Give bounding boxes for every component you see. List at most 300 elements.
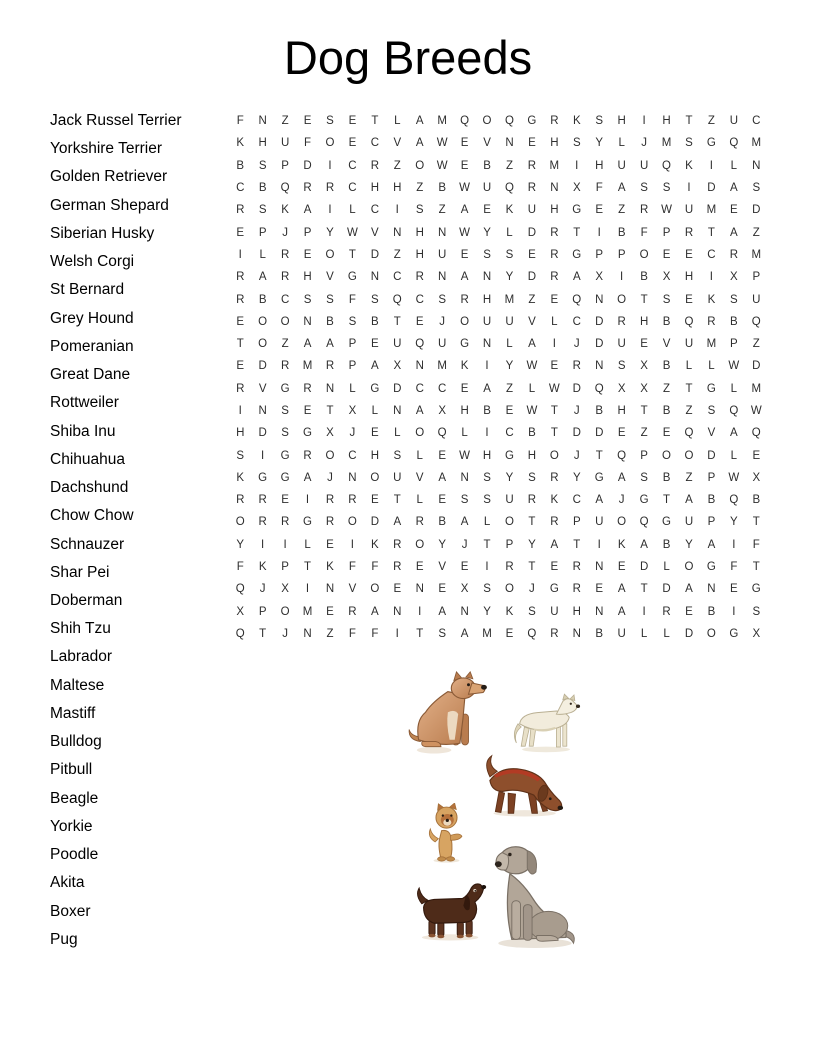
- grid-letter: E: [550, 360, 559, 373]
- grid-letter: F: [304, 137, 312, 150]
- grid-letter: E: [505, 627, 514, 640]
- grid-letter: E: [371, 494, 379, 507]
- grid-letter: C: [348, 182, 357, 195]
- grid-letter: B: [640, 271, 648, 284]
- grid-letter: X: [460, 583, 469, 596]
- grid-letter: J: [259, 583, 266, 596]
- grid-letter: Y: [505, 471, 514, 484]
- grid-letter: R: [639, 204, 649, 217]
- grid-letter: U: [482, 315, 492, 328]
- grid-letter: I: [283, 538, 287, 551]
- grid-letter: S: [326, 115, 334, 128]
- grid-letter: R: [280, 516, 290, 529]
- word-list-item: Pitbull: [50, 761, 93, 779]
- grid-letter: N: [460, 471, 469, 484]
- grid-letter: S: [258, 159, 267, 172]
- grid-letter: A: [371, 360, 379, 373]
- grid-letter: L: [371, 405, 379, 417]
- grid-letter: W: [436, 159, 448, 172]
- grid-letter: X: [393, 360, 402, 373]
- grid-letter: R: [236, 271, 245, 284]
- grid-letter: F: [236, 561, 244, 574]
- grid-letter: A: [460, 516, 469, 529]
- grid-letter: E: [685, 293, 693, 306]
- grid-letter: T: [550, 427, 558, 440]
- grid-letter: B: [662, 360, 671, 373]
- word-list-item: Boxer: [50, 902, 91, 920]
- grid-letter: U: [639, 159, 649, 172]
- grid-letter: C: [505, 427, 514, 440]
- grid-letter: D: [595, 427, 604, 440]
- grid-letter: P: [348, 338, 357, 351]
- grid-letter: U: [729, 115, 738, 128]
- grid-letter: A: [415, 137, 424, 150]
- grid-letter: X: [617, 382, 626, 395]
- word-list-item: Siberian Husky: [50, 224, 155, 242]
- grid-letter: T: [348, 248, 356, 261]
- grid-letter: M: [751, 382, 762, 395]
- grid-letter: B: [326, 315, 334, 328]
- grid-letter: O: [370, 583, 380, 596]
- grid-letter: W: [346, 226, 358, 239]
- grid-letter: C: [348, 159, 357, 172]
- grid-letter: A: [460, 271, 469, 284]
- grid-letter: X: [281, 583, 289, 596]
- grid-letter: S: [662, 293, 671, 306]
- grid-letter: U: [595, 516, 604, 529]
- grid-letter: L: [730, 449, 738, 462]
- grid-letter: G: [527, 115, 537, 128]
- grid-letter: E: [662, 427, 671, 440]
- grid-letter: R: [393, 561, 402, 574]
- grid-letter: I: [575, 159, 579, 172]
- grid-letter: S: [685, 137, 693, 150]
- grid-letter: P: [707, 516, 716, 529]
- grid-letter: Q: [729, 405, 739, 417]
- grid-letter: Y: [483, 226, 491, 239]
- grid-letter: N: [707, 583, 716, 596]
- grid-letter: G: [258, 471, 268, 484]
- grid-letter: S: [752, 182, 761, 195]
- grid-letter: H: [370, 449, 379, 462]
- grid-letter: M: [504, 293, 515, 306]
- grid-letter: E: [752, 449, 761, 462]
- grid-letter: G: [572, 248, 582, 261]
- grid-letter: E: [348, 137, 357, 150]
- grid-letter: Z: [505, 159, 513, 172]
- grid-letter: E: [662, 248, 671, 261]
- grid-letter: H: [415, 226, 424, 239]
- grid-letter: Q: [729, 494, 739, 507]
- grid-letter: E: [685, 605, 693, 618]
- grid-letter: O: [258, 338, 268, 351]
- grid-letter: R: [527, 494, 537, 507]
- grid-letter: C: [415, 293, 424, 306]
- grid-letter: E: [595, 583, 604, 596]
- grid-letter: B: [707, 605, 716, 618]
- grid-letter: I: [328, 159, 332, 172]
- grey-dog-sitting-illustration: [490, 841, 578, 949]
- grid-letter: S: [258, 204, 267, 217]
- grid-letter: R: [303, 382, 312, 395]
- word-list-item: Pug: [50, 930, 78, 948]
- grid-letter: R: [393, 538, 402, 551]
- grid-letter: E: [236, 226, 245, 239]
- grid-letter: E: [326, 538, 334, 551]
- grid-letter: S: [595, 115, 604, 128]
- grid-letter: R: [280, 360, 290, 373]
- grid-letter: X: [236, 605, 245, 618]
- grid-letter: D: [752, 360, 761, 373]
- grid-letter: L: [506, 226, 513, 239]
- grid-letter: C: [236, 182, 245, 195]
- grid-letter: M: [549, 159, 560, 172]
- grid-letter: T: [236, 338, 244, 351]
- grid-letter: V: [483, 137, 491, 150]
- grid-letter: X: [752, 471, 761, 484]
- grid-letter: E: [371, 427, 379, 440]
- grid-letter: A: [707, 538, 716, 551]
- grid-letter: U: [393, 471, 402, 484]
- letter-grid: [229, 110, 768, 645]
- grid-letter: Q: [662, 159, 671, 172]
- grid-letter: R: [729, 248, 738, 261]
- grid-letter: G: [347, 271, 357, 284]
- grid-letter: O: [415, 427, 425, 440]
- grid-letter: H: [482, 293, 492, 306]
- grid-letter: A: [617, 471, 626, 484]
- grid-letter: N: [572, 627, 581, 640]
- grid-letter: G: [504, 449, 514, 462]
- grid-letter: D: [303, 159, 312, 172]
- grid-letter: N: [393, 405, 402, 417]
- grid-letter: P: [640, 449, 648, 462]
- grid-letter: E: [303, 248, 312, 261]
- grid-letter: W: [728, 471, 740, 484]
- grid-letter: D: [595, 315, 604, 328]
- grid-letter: N: [550, 182, 559, 195]
- grid-letter: W: [548, 382, 560, 395]
- grid-letter: P: [258, 226, 267, 239]
- grid-letter: T: [640, 583, 648, 596]
- grid-letter: S: [415, 204, 424, 217]
- grid-letter: R: [572, 561, 581, 574]
- grid-letter: W: [661, 204, 672, 217]
- grid-letter: T: [663, 494, 671, 507]
- grid-letter: M: [751, 248, 762, 261]
- grid-letter: W: [728, 360, 740, 373]
- grid-letter: I: [552, 338, 556, 351]
- grid-letter: I: [642, 605, 646, 618]
- grid-letter: J: [573, 338, 580, 351]
- grid-letter: T: [416, 627, 424, 640]
- grid-letter: H: [303, 271, 312, 284]
- grid-letter: Z: [438, 204, 446, 217]
- word-list-item: Grey Hound: [50, 309, 134, 327]
- grid-letter: Q: [415, 338, 425, 351]
- grid-letter: S: [662, 182, 671, 195]
- grid-letter: T: [371, 115, 379, 128]
- grid-letter: C: [707, 248, 716, 261]
- grid-letter: A: [326, 338, 334, 351]
- grid-letter: P: [595, 248, 604, 261]
- grid-letter: R: [550, 115, 559, 128]
- grid-letter: I: [597, 538, 601, 551]
- grid-letter: A: [685, 494, 693, 507]
- grid-letter: F: [236, 115, 244, 128]
- grid-letter: A: [550, 538, 559, 551]
- grid-letter: C: [752, 115, 761, 128]
- grid-letter: R: [303, 182, 312, 195]
- grid-letter: Z: [640, 427, 648, 440]
- grid-letter: A: [483, 382, 491, 395]
- word-list-item: Chihuahua: [50, 450, 125, 468]
- grid-letter: E: [438, 494, 446, 507]
- grid-letter: M: [482, 627, 492, 640]
- grid-letter: G: [280, 382, 290, 395]
- grid-letter: R: [550, 627, 559, 640]
- grid-letter: Y: [236, 538, 245, 551]
- grid-letter: P: [730, 338, 738, 351]
- grid-letter: P: [281, 561, 289, 574]
- grid-letter: A: [617, 182, 626, 195]
- grid-letter: V: [393, 137, 402, 150]
- word-list-item: Shiba Inu: [50, 422, 116, 440]
- grid-letter: D: [258, 427, 267, 440]
- grid-letter: H: [415, 248, 424, 261]
- grid-letter: O: [370, 471, 380, 484]
- grid-letter: B: [730, 315, 738, 328]
- grid-letter: S: [393, 449, 402, 462]
- grid-letter: E: [303, 115, 312, 128]
- grid-letter: Q: [684, 427, 694, 440]
- grid-letter: Y: [326, 226, 334, 239]
- grid-letter: F: [348, 293, 356, 306]
- grid-letter: Y: [528, 538, 536, 551]
- grid-letter: R: [236, 204, 245, 217]
- grid-letter: T: [528, 516, 536, 529]
- grid-letter: R: [572, 583, 581, 596]
- grid-letter: Z: [618, 204, 626, 217]
- grid-letter: O: [639, 248, 649, 261]
- grid-letter: C: [438, 382, 447, 395]
- grid-letter: L: [461, 427, 468, 440]
- grid-letter: R: [684, 226, 694, 239]
- grid-letter: O: [684, 561, 694, 574]
- grid-letter: E: [460, 561, 469, 574]
- grid-letter: J: [282, 627, 288, 640]
- grid-letter: P: [572, 516, 581, 529]
- grid-letter: X: [348, 405, 357, 417]
- grid-letter: T: [573, 538, 581, 551]
- grid-letter: T: [326, 405, 334, 417]
- grid-letter: H: [550, 204, 559, 217]
- grid-letter: E: [438, 583, 446, 596]
- grid-letter: P: [348, 360, 357, 373]
- grid-letter: I: [620, 271, 624, 284]
- dachshund-standing-illustration: [413, 878, 489, 942]
- grid-letter: E: [348, 115, 357, 128]
- grid-letter: A: [460, 204, 469, 217]
- grid-letter: Z: [393, 159, 401, 172]
- grid-letter: Q: [437, 427, 447, 440]
- grid-letter: Y: [730, 516, 738, 529]
- grid-letter: D: [752, 204, 761, 217]
- grid-letter: I: [709, 159, 713, 172]
- grid-letter: B: [662, 538, 671, 551]
- word-list-item: Pomeranian: [50, 337, 134, 355]
- grid-letter: T: [640, 293, 648, 306]
- grid-letter: D: [393, 382, 402, 395]
- grid-letter: U: [393, 338, 402, 351]
- grid-letter: D: [258, 360, 267, 373]
- grid-letter: T: [483, 538, 491, 551]
- grid-letter: Z: [281, 338, 289, 351]
- grid-letter: E: [730, 583, 738, 596]
- grid-letter: A: [393, 516, 402, 529]
- grid-letter: D: [527, 271, 537, 284]
- grid-letter: B: [662, 405, 671, 417]
- grid-letter: K: [460, 360, 469, 373]
- grid-letter: B: [438, 182, 446, 195]
- grid-letter: D: [370, 248, 379, 261]
- grid-letter: R: [236, 293, 245, 306]
- grid-letter: E: [617, 561, 626, 574]
- grid-letter: Z: [663, 382, 671, 395]
- grid-letter: R: [348, 605, 357, 618]
- grid-letter: L: [663, 627, 670, 640]
- grid-letter: R: [370, 159, 379, 172]
- grid-letter: C: [370, 137, 379, 150]
- grid-letter: S: [348, 315, 357, 328]
- grid-letter: B: [438, 516, 446, 529]
- grid-letter: X: [752, 627, 761, 640]
- grid-letter: S: [460, 494, 469, 507]
- grid-letter: S: [483, 248, 491, 261]
- grid-letter: P: [752, 271, 761, 284]
- grid-letter: T: [393, 494, 401, 507]
- grid-letter: V: [326, 271, 334, 284]
- grid-letter: P: [707, 471, 716, 484]
- grid-letter: A: [595, 494, 604, 507]
- grid-letter: R: [505, 561, 514, 574]
- grid-letter: P: [258, 605, 267, 618]
- word-list-item: Welsh Corgi: [50, 253, 135, 271]
- grid-letter: O: [347, 516, 357, 529]
- grid-letter: W: [526, 405, 538, 417]
- grid-letter: L: [349, 204, 356, 217]
- word-list-item: Maltese: [50, 676, 105, 694]
- word-list-item: German Shepard: [50, 196, 169, 214]
- grid-letter: D: [707, 449, 716, 462]
- grid-letter: L: [685, 360, 693, 373]
- grid-letter: A: [303, 471, 312, 484]
- grid-letter: Z: [505, 382, 513, 395]
- grid-letter: L: [708, 360, 715, 373]
- grid-letter: G: [303, 516, 312, 529]
- grid-letter: U: [280, 137, 290, 150]
- grid-letter: F: [371, 561, 379, 574]
- word-list-item: Labrador: [50, 648, 113, 666]
- grid-letter: U: [482, 182, 492, 195]
- grid-letter: R: [280, 271, 290, 284]
- grid-letter: R: [258, 516, 267, 529]
- grid-letter: I: [485, 427, 489, 440]
- grid-letter: Z: [685, 405, 693, 417]
- hound-sniffing-illustration: [476, 753, 566, 817]
- grid-letter: B: [595, 627, 604, 640]
- grid-letter: E: [460, 248, 469, 261]
- grid-letter: T: [528, 561, 536, 574]
- grid-letter: K: [236, 137, 245, 150]
- grid-letter: K: [326, 561, 334, 574]
- grid-letter: D: [662, 583, 671, 596]
- grid-letter: B: [662, 471, 671, 484]
- word-list: [50, 107, 182, 954]
- grid-letter: Z: [707, 115, 715, 128]
- grid-letter: E: [236, 360, 245, 373]
- grid-letter: N: [393, 605, 402, 618]
- grid-letter: E: [415, 561, 424, 574]
- grid-letter: G: [572, 204, 582, 217]
- grid-letter: B: [258, 293, 267, 306]
- grid-letter: N: [595, 561, 604, 574]
- grid-letter: O: [325, 449, 335, 462]
- great-dane-sitting-illustration: [406, 671, 488, 757]
- grid-letter: S: [528, 605, 536, 618]
- grid-letter: H: [370, 182, 379, 195]
- grid-letter: E: [483, 204, 491, 217]
- grid-letter: C: [348, 449, 357, 462]
- grid-letter: X: [730, 271, 738, 284]
- grid-letter: S: [438, 293, 446, 306]
- grid-letter: L: [730, 382, 738, 395]
- grid-letter: H: [550, 137, 559, 150]
- grid-letter: A: [258, 271, 267, 284]
- grid-letter: S: [303, 293, 312, 306]
- grid-letter: J: [618, 494, 625, 507]
- grid-letter: R: [527, 182, 537, 195]
- grid-letter: B: [707, 494, 716, 507]
- grid-letter: E: [303, 405, 312, 417]
- grid-letter: A: [460, 627, 469, 640]
- grid-letter: P: [617, 248, 626, 261]
- grid-letter: O: [415, 159, 425, 172]
- word-list-item: Jack Russel Terrier: [50, 112, 182, 129]
- grid-letter: H: [595, 159, 604, 172]
- grid-letter: Z: [685, 471, 693, 484]
- grid-letter: W: [459, 226, 471, 239]
- grid-letter: T: [752, 561, 760, 574]
- grid-letter: S: [640, 471, 648, 484]
- grid-letter: N: [438, 271, 447, 284]
- grid-letter: J: [282, 226, 288, 239]
- grid-letter: I: [261, 449, 265, 462]
- grid-letter: Q: [527, 627, 537, 640]
- grid-letter: F: [730, 561, 738, 574]
- grid-letter: R: [415, 271, 424, 284]
- grid-letter: U: [684, 338, 694, 351]
- grid-letter: E: [595, 204, 604, 217]
- word-list-item: Shar Pei: [50, 563, 110, 581]
- grid-letter: K: [572, 115, 581, 128]
- grid-letter: H: [639, 315, 649, 328]
- grid-letter: D: [595, 338, 604, 351]
- grid-letter: A: [303, 204, 312, 217]
- grid-letter: M: [751, 137, 762, 150]
- grid-letter: T: [573, 226, 581, 239]
- word-list-item: Great Dane: [50, 366, 131, 384]
